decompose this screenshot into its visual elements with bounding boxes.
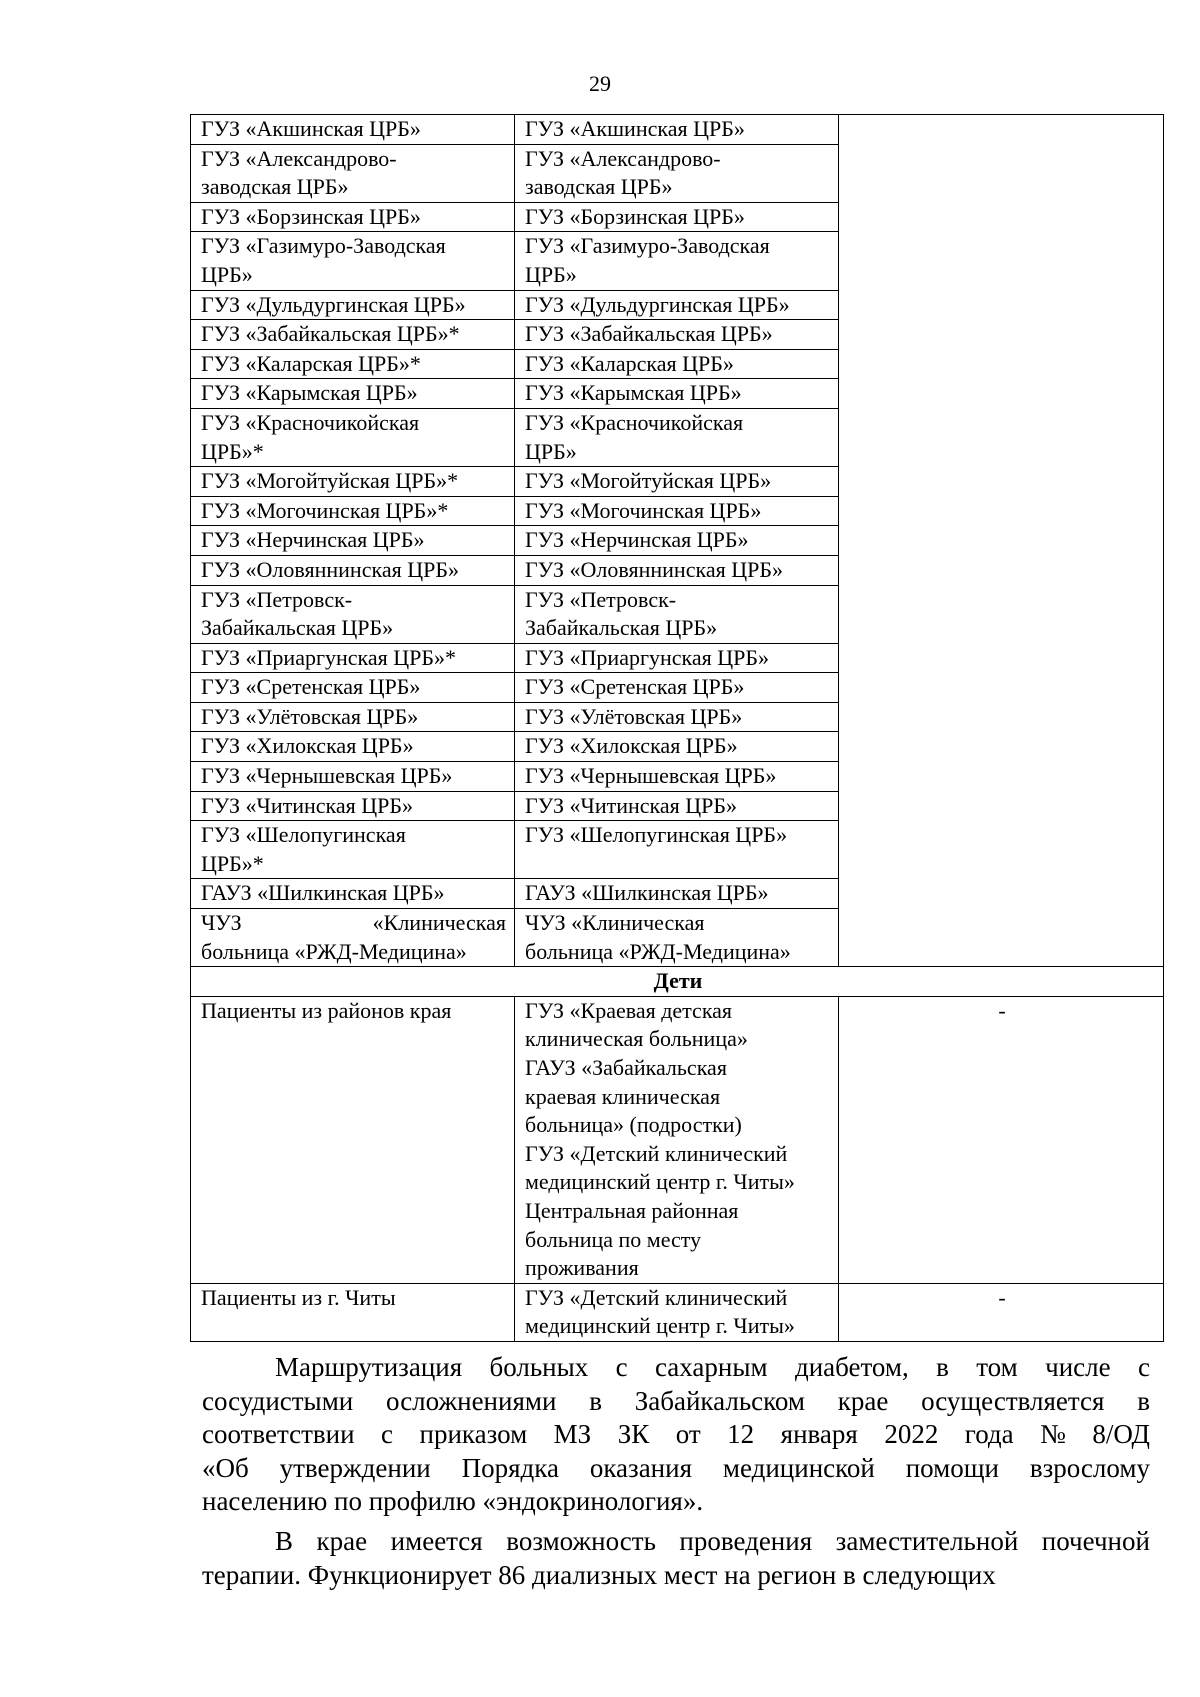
cell-text-line: ГУЗ «Улётовская ЦРБ» [201,703,419,729]
paragraph-word: сосудистыми [202,1385,354,1416]
cell-text-line: ГУЗ «Борзинская ЦРБ» [201,203,421,229]
paragraph-word: осуществляется [921,1385,1105,1416]
section-header-children: Дети [191,967,1164,997]
cell-text-line: ГУЗ «Дульдургинская ЦРБ» [201,291,466,317]
paragraph-line [202,1351,1150,1385]
paragraph-word: осложнениями [386,1385,557,1416]
paragraph-word: в [1137,1385,1150,1416]
source-institution-cell [191,202,515,232]
cell-text-line: ГУЗ «Шелопугинская ЦРБ» [525,822,788,848]
cell-text-line: ГУЗ «Хилокская ЦРБ» [201,733,414,759]
paragraph-diabetes-routing [202,1351,1150,1519]
source-institution-cell [191,526,515,556]
source-institution-cell [191,379,515,409]
source-institution-cell [191,349,515,379]
cell-text-line: ГУЗ «Каларская ЦРБ»* [201,350,421,376]
target-institution-cell [515,467,839,497]
cell-text-word: ЧУЗ [201,910,242,936]
target-institution-cell [515,732,839,762]
paragraph-line [202,1452,1150,1486]
paragraph-word: 8/ОД [1092,1419,1150,1449]
target-institution-cell [515,320,839,350]
target-institution-cell [515,379,839,409]
dash-cell: - [839,996,1164,1283]
paragraph-line: терапии. Функционирует 86 диализных мест на регион в следующих [202,1559,996,1590]
cell-text-line: ГУЗ «Сретенская ЦРБ» [201,674,421,700]
paragraph-line: населению по профилю «эндокринология». [202,1486,704,1516]
routing-table [190,114,1164,1342]
cell-text-line: ЦРБ»* [201,850,264,876]
cell-text-line: ГУЗ «Александрово- [201,145,397,171]
paragraph-word: взрослому [1029,1452,1150,1483]
cell-text-line: ГУЗ «Петровск- [201,586,353,612]
target-institution-cell [515,555,839,585]
source-institution-cell [191,467,515,497]
cell-text-line: ГУЗ «Карымская ЦРБ» [201,380,418,406]
paragraph-word: соответствии [202,1419,355,1449]
target-institution-cell [515,496,839,526]
cell-text-line: ГУЗ «Могойтуйская ЦРБ» [525,468,772,494]
paragraph-line [202,1418,1150,1452]
cell-text-line: Забайкальская ЦРБ» [525,615,718,641]
source-institution-cell [191,909,515,967]
cell-text-line: ГУЗ «Приаргунская ЦРБ»* [201,644,457,670]
cell-text-line: ГУЗ «Карымская ЦРБ» [525,380,742,406]
cell-text-line: медицинский центр г. Читы» [525,1313,795,1339]
cell-text-line: ЦРБ» [525,438,577,464]
paragraph-word: ЗК [617,1419,650,1449]
paragraph-word: проведения [679,1526,813,1556]
source-institution-cell [191,821,515,879]
cell-text-line: ГУЗ «Могочинская ЦРБ»* [201,497,449,523]
paragraph-word: том [976,1352,1018,1382]
paragraph-word: крае [316,1526,368,1556]
cell-text-line: ЦРБ»* [201,438,264,464]
paragraph-renal-therapy [202,1525,1150,1592]
paragraph-word: имеется [390,1526,483,1556]
source-institution-cell [191,762,515,792]
paragraph-word: МЗ [553,1419,592,1449]
target-institution-cell [515,408,839,466]
cell-text-line: ГУЗ «Забайкальская ЦРБ» [525,321,773,347]
table-row [191,115,1164,145]
cell-text-line: больница «РЖД-Медицина» [525,938,791,964]
table-row [191,1283,1164,1341]
target-institution-cell [515,791,839,821]
paragraph-word: января [780,1419,858,1449]
source-institution-cell [191,879,515,909]
paragraph-word: сахарным [654,1352,768,1382]
routing-table-body [191,115,1164,1342]
cell-text-line: Забайкальская ЦРБ» [201,615,394,641]
cell-text-line: ГУЗ «Газимуро-Заводская [201,233,446,259]
source-institution-cell [191,496,515,526]
cell-text-line: ГУЗ «Оловяннинская ЦРБ» [201,556,459,582]
paragraph-word: почечной [1041,1526,1150,1556]
cell-text-line: ГУЗ «Могочинская ЦРБ» [525,497,762,523]
target-institution-cell [515,349,839,379]
cell-text-line: ГУЗ «Нерчинская ЦРБ» [525,527,749,553]
source-institution-cell [191,585,515,643]
source-institution-cell [191,408,515,466]
cell-text-line: ГУЗ «Читинская ЦРБ» [201,792,414,818]
paragraph-word: Маршрутизация [275,1352,463,1382]
cell-text-line: ГУЗ «Александрово- [525,145,721,171]
cell-text-line: Пациенты из районов края [201,997,452,1023]
source-institution-cell [191,320,515,350]
source-institution-cell [191,732,515,762]
cell-text-line: ГУЗ «Хилокская ЦРБ» [525,733,738,759]
cell-text-line: клиническая больница» [525,1026,748,1052]
cell-text-line: ГУЗ «Красночикойская [201,409,420,435]
merged-empty-cell [839,115,1164,967]
target-institution-cell [515,762,839,792]
paragraph-word: года [964,1419,1014,1449]
source-institution-cell [191,702,515,732]
paragraph-word: 12 [727,1419,755,1449]
paragraph-line [202,1525,1150,1559]
cell-text-line: медицинский центр г. Читы» [525,1169,795,1195]
paragraph-word: заместительной [835,1526,1019,1556]
cell-text-line: Пациенты из г. Читы [201,1284,396,1310]
paragraph-word: диабетом, [794,1352,909,1382]
cell-text-line: ЦРБ» [201,261,253,287]
paragraph-word: возможность [506,1526,656,1556]
cell-text-line: ЦРБ» [525,261,577,287]
source-institution-cell [191,232,515,290]
cell-text-word: «Клиническая [372,910,506,936]
cell-text-line: ГАУЗ «Шилкинская ЦРБ» [525,880,769,906]
target-institution-cell [515,879,839,909]
target-institution-cell [515,202,839,232]
source-institution-cell [191,643,515,673]
cell-text-line: ГУЗ «Акшинская ЦРБ» [201,116,421,141]
cell-text-line: ГУЗ «Детский клинический [525,1140,788,1166]
source-institution-cell [191,791,515,821]
cell-text-line: ГУЗ «Нерчинская ЦРБ» [201,527,425,553]
paragraph-word: приказом [419,1419,528,1449]
cell-text-line: Центральная районная [525,1197,739,1223]
cell-text-line [201,909,506,938]
paragraph-word: № [1040,1419,1066,1449]
cell-text-line: ГУЗ «Оловяннинская ЦРБ» [525,556,783,582]
target-institution-cell [515,1283,839,1341]
section-header-row [191,967,1164,997]
cell-text-line: ГУЗ «Каларская ЦРБ» [525,350,734,376]
cell-text-line: ЧУЗ «Клиническая [525,910,705,936]
target-institution-cell [515,821,839,879]
source-institution-cell [191,115,515,145]
target-institution-cell [515,115,839,145]
source-institution-cell [191,673,515,703]
patient-group-cell [191,996,515,1283]
cell-text-line: ГУЗ «Сретенская ЦРБ» [525,674,745,700]
target-institution-cell [515,232,839,290]
paragraph-word: медицинской [722,1452,875,1483]
source-institution-cell [191,290,515,320]
cell-text-line: заводская ЦРБ» [525,174,673,200]
paragraph-word: с [1137,1352,1150,1382]
cell-text-line: больница» (подростки) [525,1112,742,1138]
paragraph-word: оказания [589,1452,693,1483]
cell-text-line: ГУЗ «Дульдургинская ЦРБ» [525,291,790,317]
cell-text-line: ГУЗ «Краевая детская [525,997,733,1023]
cell-text-line: ГУЗ «Могойтуйская ЦРБ»* [201,468,459,494]
cell-text-line: краевая клиническая [525,1083,721,1109]
cell-text-line: ГУЗ «Шелопугинская [201,822,406,848]
paragraph-word: больных [489,1352,589,1382]
paragraph-word: числе [1045,1352,1111,1382]
target-institution-cell [515,526,839,556]
source-institution-cell [191,555,515,585]
paragraph-word: с [615,1352,628,1382]
paragraph-word: в [936,1352,949,1382]
paragraph-word: в [589,1385,602,1416]
cell-text-line: ГУЗ «Акшинская ЦРБ» [525,116,745,141]
target-institution-cell [515,909,839,967]
target-institution-cell [515,585,839,643]
cell-text-line: ГУЗ «Газимуро-Заводская [525,233,770,259]
paragraph-word: помощи [905,1452,999,1483]
target-institution-cell [515,702,839,732]
paragraph-word: Порядка [461,1452,559,1483]
cell-text-line: заводская ЦРБ» [201,174,349,200]
paragraph-word: «Об [202,1452,249,1483]
target-institution-cell [515,643,839,673]
cell-text-line: ГУЗ «Читинская ЦРБ» [525,792,738,818]
cell-text-line: ГУЗ «Красночикойская [525,409,744,435]
cell-text-line: ГУЗ «Приаргунская ЦРБ» [525,644,770,670]
cell-text-line: ГУЗ «Чернышевская ЦРБ» [201,763,453,789]
paragraph-line [202,1385,1150,1419]
target-institution-cell [515,673,839,703]
cell-text-line: ГУЗ «Улётовская ЦРБ» [525,703,743,729]
target-institution-cell [515,996,839,1283]
cell-text-line: больница по месту [525,1226,702,1252]
paragraph-word: В [275,1526,294,1556]
cell-text-line: ГУЗ «Петровск- [525,586,677,612]
paragraph-word: 2022 [884,1419,939,1449]
dash-cell: - [839,1283,1164,1341]
source-institution-cell [191,144,515,202]
page-number: 29 [589,71,611,96]
paragraph-word: с [381,1419,394,1449]
cell-text-line: больница «РЖД-Медицина» [201,938,467,964]
paragraph-word: утверждении [279,1452,431,1483]
paragraph-word: от [675,1419,701,1449]
cell-text-line: ГУЗ «Детский клинический [525,1284,788,1310]
cell-text-line: проживания [525,1255,639,1281]
cell-text-line: ГУЗ «Забайкальская ЦРБ»* [201,321,460,347]
cell-text-line: ГАУЗ «Забайкальская [525,1055,727,1080]
cell-text-line: ГУЗ «Чернышевская ЦРБ» [525,763,777,789]
cell-text-line: ГАУЗ «Шилкинская ЦРБ» [201,880,445,906]
target-institution-cell [515,144,839,202]
target-institution-cell [515,290,839,320]
patient-group-cell [191,1283,515,1341]
table-row [191,996,1164,1283]
paragraph-word: Забайкальском [634,1385,805,1416]
paragraph-word: крае [837,1385,889,1416]
cell-text-line: ГУЗ «Борзинская ЦРБ» [525,203,745,229]
